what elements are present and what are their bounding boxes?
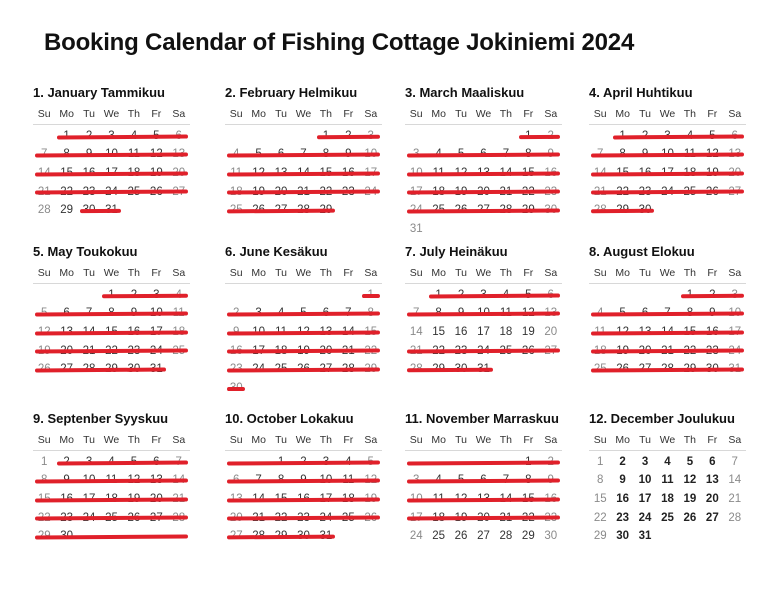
week-row [405, 201, 562, 220]
week-row [225, 286, 382, 305]
day-cell[interactable]: 4 [664, 455, 671, 468]
week-row [33, 145, 190, 164]
day-cell[interactable]: 24 [638, 511, 652, 524]
weekday-label: Th [127, 108, 141, 121]
month-title: 2. February Helmikuu [225, 85, 358, 100]
day-cell[interactable]: 6 [709, 455, 716, 468]
week-row [33, 341, 190, 360]
weekday-label: Sa [544, 434, 558, 447]
day-cell[interactable]: 11 [661, 474, 674, 487]
week-row [225, 127, 382, 146]
day-cell[interactable]: 19 [683, 493, 697, 506]
week-row [33, 201, 190, 220]
week-row [33, 323, 190, 342]
weekday-label: Sa [172, 434, 186, 447]
week-row [405, 182, 562, 201]
weekday-label: Fr [151, 108, 162, 121]
month-grid [225, 264, 382, 397]
month-title: 1. January Tammikuu [33, 85, 165, 100]
weekday-label: Tu [275, 434, 287, 447]
week-row [405, 164, 562, 183]
booked-strike-line [227, 497, 380, 502]
week-row [33, 360, 190, 379]
month-grid [589, 431, 746, 546]
day-cell[interactable]: 28 [499, 530, 513, 543]
week-row [589, 164, 746, 183]
month-calendar [225, 85, 385, 220]
day-cell[interactable]: 3 [641, 455, 649, 468]
booked-strike-line [35, 171, 188, 176]
month-calendar [405, 411, 565, 546]
weekday-label: Sa [364, 267, 378, 280]
month-grid [33, 264, 190, 379]
day-cell[interactable]: 29 [60, 204, 74, 217]
day-cell[interactable]: 30 [544, 530, 558, 543]
weekday-label: We [475, 108, 492, 121]
week-row [405, 508, 562, 527]
booked-strike-line [407, 460, 560, 465]
booked-strike-line [591, 209, 654, 213]
weekday-label: Tu [83, 434, 95, 447]
week-row [589, 341, 746, 360]
week-row [225, 145, 382, 164]
weekday-label: Mo [431, 434, 446, 447]
weekday-label: Tu [455, 434, 467, 447]
day-cell[interactable]: 14 [728, 474, 742, 487]
week-row [225, 379, 382, 398]
day-cell[interactable]: 19 [521, 326, 535, 339]
weekday-label: Su [409, 267, 423, 280]
week-row [589, 453, 746, 472]
week-row [33, 304, 190, 323]
weekday-label: Sa [728, 108, 742, 121]
day-cell[interactable]: 12 [683, 474, 697, 487]
booked-strike-line [407, 171, 560, 176]
month-grid [405, 105, 562, 238]
weekday-label: Th [127, 267, 141, 280]
month-title: 7. July Heinäkuu [405, 244, 508, 259]
weekday-label: Tu [275, 267, 287, 280]
week-row [225, 164, 382, 183]
weekday-label: Su [409, 108, 423, 121]
week-row [405, 304, 562, 323]
week-row [33, 508, 190, 527]
week-row [225, 471, 382, 490]
day-cell[interactable]: 26 [454, 530, 468, 543]
week-row [33, 453, 190, 472]
week-row [589, 490, 746, 509]
booked-strike-line [35, 497, 188, 502]
week-row [33, 527, 190, 546]
month-calendar [225, 411, 385, 546]
weekday-header [405, 431, 562, 451]
week-row [589, 127, 746, 146]
month-title: 5. May Toukokuu [33, 244, 138, 259]
weekday-label: We [659, 434, 676, 447]
booked-strike-line [407, 368, 493, 373]
day-cell[interactable]: 8 [597, 474, 604, 487]
day-cell[interactable]: 16 [616, 493, 630, 506]
weekday-label: Mo [59, 267, 74, 280]
weekday-label: Su [37, 267, 51, 280]
day-cell[interactable]: 24 [409, 530, 423, 543]
weekday-label: Su [229, 267, 243, 280]
week-row [225, 323, 382, 342]
month-grid [589, 105, 746, 220]
week-row [589, 471, 746, 490]
weekday-label: Fr [151, 434, 162, 447]
week-row [225, 201, 382, 220]
month-grid [225, 431, 382, 546]
week-row [225, 453, 382, 472]
booked-strike-line [519, 134, 560, 138]
month-grid [405, 264, 562, 379]
weekday-label: Su [593, 267, 607, 280]
day-cell[interactable]: 22 [593, 511, 607, 524]
day-cell[interactable]: 20 [705, 493, 719, 506]
week-row [33, 164, 190, 183]
weekday-label: Tu [639, 434, 651, 447]
month-calendar [33, 411, 193, 546]
booked-strike-line [35, 534, 188, 539]
weekday-header [589, 431, 746, 451]
day-cell[interactable]: 10 [638, 474, 652, 487]
weekday-label: Fr [343, 267, 354, 280]
day-cell[interactable]: 17 [638, 493, 652, 506]
week-row [225, 508, 382, 527]
week-row [589, 323, 746, 342]
month-title: 10. October Lokakuu [225, 411, 354, 426]
weekday-label: We [475, 434, 492, 447]
weekday-label: Fr [707, 267, 718, 280]
month-calendar [405, 85, 565, 238]
booked-strike-line [227, 535, 335, 540]
weekday-label: Mo [615, 434, 630, 447]
booked-strike-line [80, 209, 121, 213]
week-row [589, 145, 746, 164]
month-calendar [589, 244, 749, 379]
weekday-header [589, 264, 746, 284]
weekday-label: Su [229, 434, 243, 447]
weekday-label: Su [593, 434, 607, 447]
day-cell[interactable]: 28 [37, 204, 51, 217]
week-row [405, 453, 562, 472]
weekday-label: Tu [83, 267, 95, 280]
weekday-label: Fr [343, 108, 354, 121]
weekday-label: Th [319, 108, 333, 121]
weekday-label: Th [127, 434, 141, 447]
booked-strike-line [591, 330, 744, 335]
booked-strike-line [681, 293, 744, 297]
day-cell[interactable]: 25 [432, 530, 446, 543]
day-cell[interactable]: 5 [686, 455, 694, 468]
week-row [405, 490, 562, 509]
weekday-label: Mo [59, 108, 74, 121]
month-calendar [405, 244, 565, 379]
weekday-label: Fr [151, 267, 162, 280]
month-title: 8. August Elokuu [589, 244, 695, 259]
weekday-header [33, 105, 190, 125]
week-row [225, 341, 382, 360]
booked-strike-line [407, 497, 560, 502]
weekday-label: Fr [707, 108, 718, 121]
day-cell[interactable]: 30 [616, 530, 630, 543]
day-cell[interactable]: 2 [619, 455, 626, 468]
month-grid [33, 105, 190, 220]
weekday-label: We [659, 108, 676, 121]
weekday-header [225, 431, 382, 451]
booked-strike-line [227, 386, 245, 390]
weekday-label: Sa [544, 267, 558, 280]
week-row [405, 145, 562, 164]
weekday-label: Sa [728, 267, 742, 280]
day-cell[interactable]: 14 [409, 326, 423, 339]
day-cell[interactable]: 16 [454, 326, 468, 339]
page-title: Booking Calendar of Fishing Cottage Jokiniemi 2024 [44, 29, 635, 56]
day-cell[interactable]: 9 [619, 474, 626, 487]
weekday-label: Fr [343, 434, 354, 447]
weekday-label: Mo [251, 434, 266, 447]
booked-strike-line [57, 134, 188, 139]
week-row [33, 490, 190, 509]
day-cell[interactable]: 27 [477, 530, 490, 543]
weekday-label: Th [319, 267, 333, 280]
weekday-header [33, 264, 190, 284]
month-grid [589, 264, 746, 379]
booked-strike-line [317, 134, 380, 138]
weekday-label: We [103, 267, 120, 280]
day-cell[interactable]: 18 [661, 493, 674, 506]
weekday-label: Th [683, 108, 697, 121]
day-cell[interactable]: 28 [728, 511, 742, 524]
weekday-label: Su [37, 434, 51, 447]
weekday-label: Th [499, 267, 513, 280]
week-row [589, 201, 746, 220]
weekday-label: Th [683, 434, 697, 447]
week-row [405, 323, 562, 342]
week-row [405, 341, 562, 360]
week-row [405, 471, 562, 490]
weekday-label: Su [409, 434, 423, 447]
month-calendar [225, 244, 385, 397]
day-cell[interactable]: 15 [432, 326, 446, 339]
month-calendar [589, 85, 749, 220]
week-row [589, 304, 746, 323]
month-title: 11. November Marraskuu [405, 411, 559, 426]
weekday-label: Tu [639, 108, 651, 121]
day-cell[interactable]: 26 [683, 511, 697, 524]
weekday-label: Sa [728, 434, 742, 447]
weekday-label: Th [319, 434, 333, 447]
weekday-label: We [295, 108, 312, 121]
week-row [405, 527, 562, 546]
month-grid [33, 431, 190, 546]
week-row [225, 360, 382, 379]
weekday-label: Fr [523, 434, 534, 447]
month-calendar [33, 244, 193, 379]
weekday-label: Mo [431, 267, 446, 280]
weekday-label: Tu [455, 267, 467, 280]
week-row [225, 490, 382, 509]
week-row [225, 527, 382, 546]
day-cell[interactable]: 31 [638, 530, 652, 543]
day-cell[interactable]: 29 [593, 530, 607, 543]
booked-strike-line [227, 171, 380, 176]
weekday-label: Fr [523, 267, 534, 280]
month-grid [225, 105, 382, 220]
day-cell[interactable]: 7 [731, 455, 738, 468]
month-calendar [33, 85, 193, 220]
weekday-label: Th [499, 108, 513, 121]
weekday-label: We [659, 267, 676, 280]
weekday-label: Su [37, 108, 51, 121]
month-grid [405, 431, 562, 546]
week-row [405, 360, 562, 379]
weekday-header [589, 105, 746, 125]
day-cell[interactable]: 23 [616, 511, 630, 524]
weekday-label: Th [683, 267, 697, 280]
booked-strike-line [362, 294, 380, 298]
weekday-label: Mo [251, 108, 266, 121]
weekday-label: Tu [83, 108, 95, 121]
day-cell[interactable]: 1 [41, 455, 48, 468]
week-row [33, 182, 190, 201]
day-cell[interactable]: 21 [728, 493, 742, 506]
week-row [225, 182, 382, 201]
weekday-header [405, 264, 562, 284]
weekday-label: We [475, 267, 492, 280]
weekday-header [33, 431, 190, 451]
week-row [405, 127, 562, 146]
weekday-label: Mo [251, 267, 266, 280]
day-cell[interactable]: 13 [705, 474, 719, 487]
day-cell[interactable]: 29 [521, 530, 535, 543]
weekday-label: Mo [615, 108, 630, 121]
booked-strike-line [102, 293, 188, 298]
weekday-header [225, 105, 382, 125]
weekday-label: Tu [455, 108, 467, 121]
weekday-label: We [103, 108, 120, 121]
weekday-label: We [295, 434, 312, 447]
month-calendar [589, 411, 749, 546]
booked-strike-line [227, 460, 380, 465]
weekday-label: Sa [172, 108, 186, 121]
booked-strike-line [591, 171, 744, 176]
weekday-label: Th [499, 434, 513, 447]
day-cell[interactable]: 27 [705, 511, 719, 524]
month-title: 3. March Maaliskuu [405, 85, 525, 100]
booked-strike-line [613, 134, 744, 139]
day-cell[interactable]: 18 [499, 326, 513, 339]
booked-strike-line [227, 209, 335, 214]
week-row [405, 220, 562, 239]
day-cell[interactable]: 31 [409, 222, 423, 235]
weekday-label: Fr [707, 434, 718, 447]
booked-strike-line [57, 460, 188, 465]
day-cell[interactable]: 15 [593, 493, 607, 506]
weekday-label: Tu [275, 108, 287, 121]
weekday-label: Su [593, 108, 607, 121]
day-cell[interactable]: 17 [477, 326, 490, 339]
weekday-header [405, 105, 562, 125]
weekday-label: Su [229, 108, 243, 121]
week-row [225, 304, 382, 323]
week-row [589, 286, 746, 305]
week-row [589, 360, 746, 379]
month-title: 9. Septenber Syyskuu [33, 411, 169, 426]
booked-strike-line [35, 330, 188, 335]
month-title: 4. April Huhtikuu [589, 85, 693, 100]
week-row [33, 127, 190, 146]
booked-strike-line [429, 293, 560, 298]
week-row [589, 508, 746, 527]
week-row [589, 527, 746, 546]
week-row [405, 286, 562, 305]
weekday-label: We [103, 434, 120, 447]
day-cell[interactable]: 25 [661, 511, 674, 524]
day-cell[interactable]: 20 [544, 326, 558, 339]
week-row [589, 182, 746, 201]
weekday-label: Fr [523, 108, 534, 121]
weekday-label: Sa [364, 434, 378, 447]
weekday-header [225, 264, 382, 284]
week-row [33, 471, 190, 490]
weekday-label: Mo [431, 108, 446, 121]
weekday-label: Mo [615, 267, 630, 280]
week-row [33, 286, 190, 305]
booked-strike-line [227, 330, 380, 335]
weekday-label: Tu [639, 267, 651, 280]
month-title: 12. December Joulukuu [589, 411, 735, 426]
weekday-label: Sa [172, 267, 186, 280]
weekday-label: Sa [364, 108, 378, 121]
month-title: 6. June Kesäkuu [225, 244, 328, 259]
weekday-label: Mo [59, 434, 74, 447]
weekday-label: Sa [544, 108, 558, 121]
day-cell[interactable]: 1 [597, 455, 604, 468]
weekday-label: We [295, 267, 312, 280]
